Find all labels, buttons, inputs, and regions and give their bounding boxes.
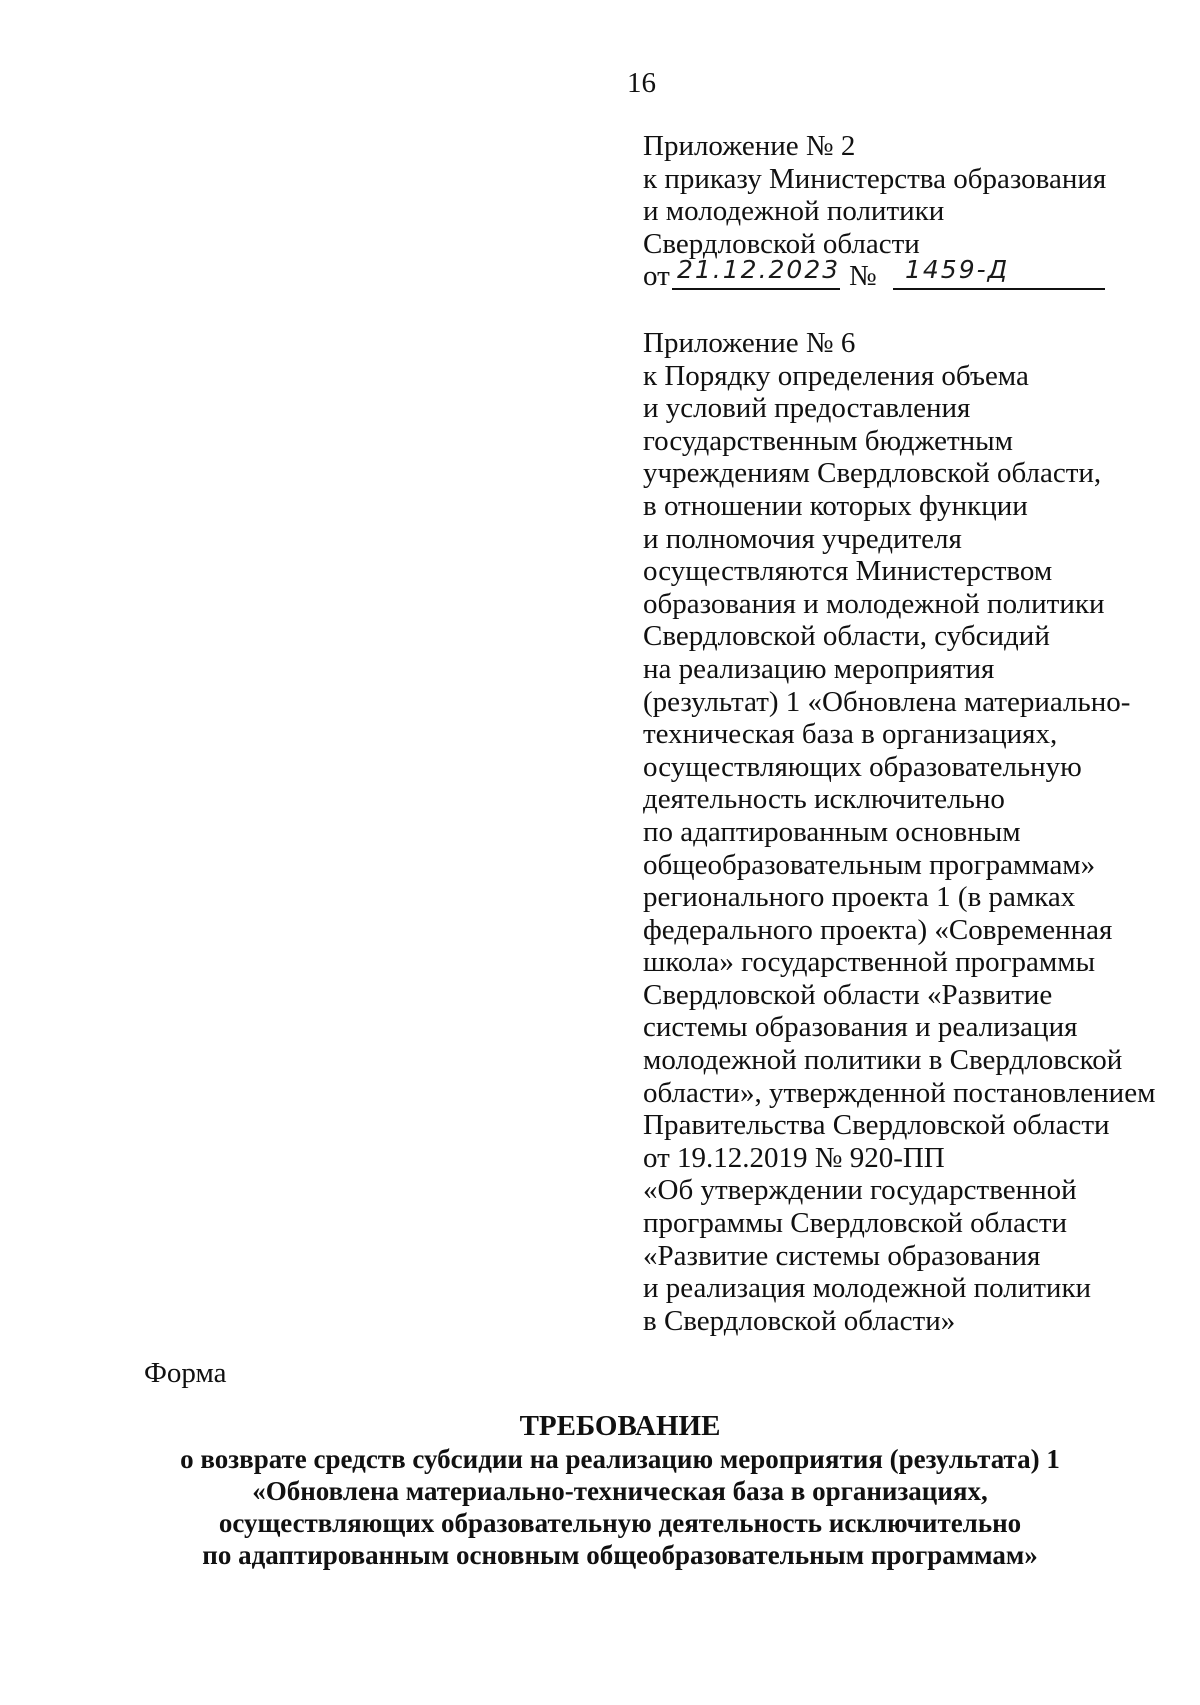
annex-order-line: к приказу Министерства образования xyxy=(643,162,1107,195)
annex-procedure-line: от 19.12.2019 № 920-ПП xyxy=(643,1141,945,1174)
annex-procedure-line: техническая база в организациях, xyxy=(643,718,1058,751)
annex-procedure-line: и полномочия учредителя xyxy=(643,522,962,555)
annex-order-block xyxy=(643,130,1106,293)
annex-procedure-line: Правительства Свердловской области xyxy=(643,1109,1110,1142)
number-prefix: № xyxy=(849,260,877,293)
annex-procedure-line: в Свердловской области» xyxy=(643,1304,956,1337)
order-date-number-line xyxy=(643,255,1106,293)
handwritten-date: 21.12.2023 xyxy=(677,255,841,285)
handwritten-number: 1459-Д xyxy=(905,255,1010,285)
annex-procedure-line: школа» государственной программы xyxy=(643,946,1096,979)
annex-procedure-line: Приложение № 6 xyxy=(643,327,856,359)
annex-procedure-line: в отношении которых функции xyxy=(643,489,1028,522)
annex-procedure-line: на реализацию мероприятия xyxy=(643,652,995,685)
annex-order-line: Свердловской области xyxy=(643,227,920,260)
requirement-subtitle-line: «Обновлена материально-техническая база в организациях, xyxy=(252,1476,988,1506)
requirement-subtitle-line: осуществляющих образовательную деятельность исключительно xyxy=(218,1508,1022,1538)
page-number: 16 xyxy=(627,67,656,99)
requirement-title-block xyxy=(120,1409,1120,1571)
annex-procedure-line: федерального проекта) «Современная xyxy=(643,913,1113,946)
annex-procedure-line: (результат) 1 «Обновлена материально- xyxy=(643,685,1131,718)
date-underline xyxy=(672,288,840,290)
annex-procedure-line: области», утвержденной постановлением xyxy=(643,1076,1156,1109)
requirement-subtitle-line: по адаптированным основным общеобразовательным программам» xyxy=(202,1540,1038,1570)
annex-procedure-line: по адаптированным основным xyxy=(643,815,1021,848)
annex-procedure-line: системы образования и реализация xyxy=(643,1011,1078,1044)
annex-procedure-line: молодежной политики в Свердловской xyxy=(643,1044,1123,1077)
annex-procedure-line: осуществляются Министерством xyxy=(643,555,1053,588)
annex-order-line: и молодежной политики xyxy=(643,195,945,228)
annex-procedure-block xyxy=(643,327,1155,1337)
requirement-title: ТРЕБОВАНИЕ xyxy=(519,1410,721,1442)
annex-procedure-line: и условий предоставления xyxy=(643,392,971,425)
annex-procedure-line: Свердловской области, субсидий xyxy=(643,620,1050,653)
number-underline xyxy=(893,288,1105,290)
requirement-subtitle-line: о возврате средств субсидии на реализацию мероприятия (результата) 1 xyxy=(180,1444,1060,1474)
annex-order-line: Приложение № 2 xyxy=(643,130,856,162)
annex-procedure-line: «Об утверждении государственной xyxy=(643,1174,1077,1207)
annex-procedure-line: общеобразовательным программам» xyxy=(643,848,1096,881)
annex-procedure-line: учреждениям Свердловской области, xyxy=(643,457,1102,490)
annex-procedure-line: к Порядку определения объема xyxy=(643,359,1029,392)
annex-procedure-line: деятельность исключительно xyxy=(643,783,1005,816)
date-prefix: от xyxy=(643,260,670,293)
annex-procedure-line: «Развитие системы образования xyxy=(643,1239,1041,1272)
annex-procedure-line: образования и молодежной политики xyxy=(643,587,1105,620)
annex-procedure-line: Свердловской области «Развитие xyxy=(643,978,1053,1011)
annex-procedure-line: программы Свердловской области xyxy=(643,1207,1068,1240)
annex-procedure-line: и реализация молодежной политики xyxy=(643,1272,1092,1305)
form-label: Форма xyxy=(144,1357,227,1389)
annex-procedure-line: осуществляющих образовательную xyxy=(643,750,1082,783)
annex-procedure-line: государственным бюджетным xyxy=(643,424,1014,457)
annex-procedure-line: регионального проекта 1 (в рамках xyxy=(643,881,1076,914)
